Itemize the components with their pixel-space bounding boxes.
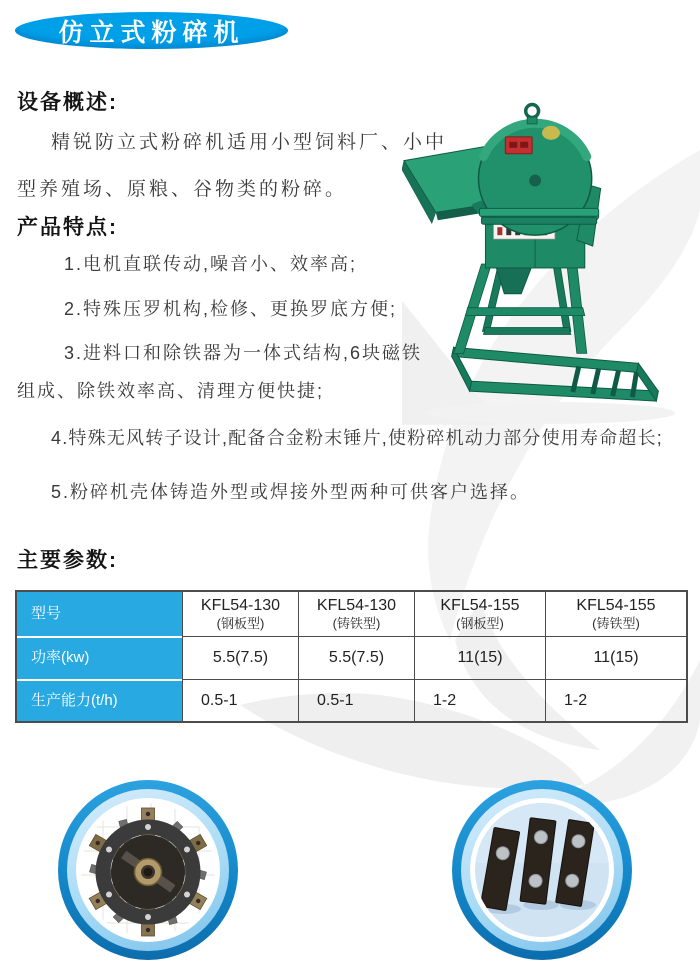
hammer-blades-photo — [475, 803, 609, 937]
table-cell: 11(15) — [545, 636, 686, 679]
table-cell: KFL54-155 (铸铁型) — [545, 592, 686, 636]
overview-text-line: 精锐防立式粉碎机适用小型饲料厂、小中 — [51, 132, 448, 153]
feature-line: 4.特殊无风转子设计,配备合金粉末锤片,使粉碎机动力部分使用寿命超长; — [51, 428, 664, 448]
table-cell: 0.5-1 — [182, 679, 298, 721]
feature-line: 组成、除铁效率高、清理方便快捷; — [17, 381, 324, 401]
feature-line: 2.特殊压罗机构,检修、更换罗底方便; — [64, 299, 398, 319]
rotor-photo — [81, 803, 215, 937]
table-cell: 11(15) — [414, 636, 545, 679]
overview-heading: 设备概述: — [17, 91, 118, 114]
circle-white-ring — [470, 798, 614, 942]
title-badge — [15, 12, 288, 49]
circle-light-ring — [67, 789, 229, 951]
feature-line: 3.进料口和除铁器为一体式结构,6块磁铁 — [64, 343, 423, 363]
table-cell: KFL54-155 (钢板型) — [414, 592, 545, 636]
circle-light-ring — [461, 789, 623, 951]
hammer-blades-photo-circle — [452, 780, 632, 960]
feature-line: 1.电机直联传动,噪音小、效率高; — [64, 254, 358, 274]
table-row-header: 型号 — [17, 592, 182, 636]
features-heading: 产品特点: — [17, 216, 118, 239]
table-cell: 1-2 — [545, 679, 686, 721]
feature-line: 5.粉碎机壳体铸造外型或焊接外型两种可供客户选择。 — [51, 482, 531, 502]
rotor-photo-circle — [58, 780, 238, 960]
table-row-header: 功率(kw) — [17, 636, 182, 679]
table-cell: KFL54-130 (铸铁型) — [298, 592, 414, 636]
circle-white-ring — [76, 798, 220, 942]
params-table — [15, 590, 688, 723]
overview-text-line: 型养殖场、原粮、谷物类的粉碎。 — [17, 179, 348, 200]
table-cell: 5.5(7.5) — [182, 636, 298, 679]
table-row-header: 生产能力(t/h) — [17, 679, 182, 721]
page-title: 仿立式粉碎机 — [58, 18, 245, 47]
table-cell: KFL54-130 (钢板型) — [182, 592, 298, 636]
table-cell: 5.5(7.5) — [298, 636, 414, 679]
params-heading: 主要参数: — [17, 549, 118, 572]
table-cell: 1-2 — [414, 679, 545, 721]
table-cell: 0.5-1 — [298, 679, 414, 721]
